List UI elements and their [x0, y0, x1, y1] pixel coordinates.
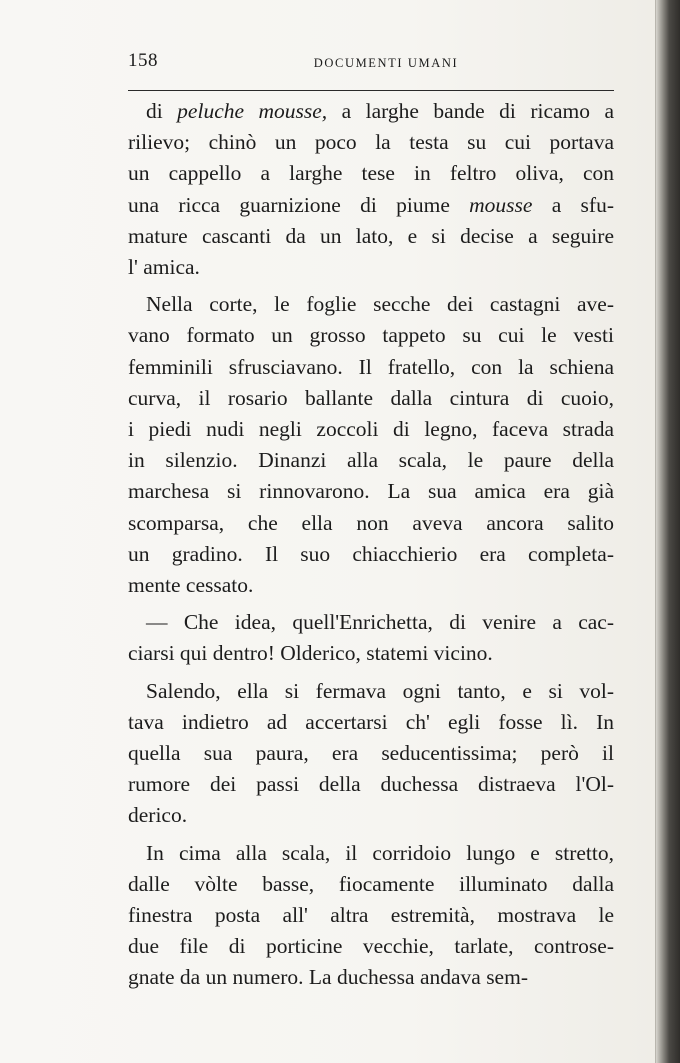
text-run: Salendo, ella si fermava ogni tanto, e si vol- — [146, 678, 614, 703]
text-line — [128, 476, 614, 507]
text-line — [128, 221, 614, 252]
body-text — [128, 96, 614, 1000]
text-run: un gradino. Il suo chiacchierio era completa- — [128, 541, 614, 566]
text-run: derico. — [128, 803, 188, 828]
paragraph — [128, 676, 614, 832]
text-run: rilievo; chinò un poco la testa su cui portava — [128, 130, 614, 155]
text-run: scomparsa, che ella non aveva ancora salito — [128, 510, 614, 535]
text-line — [128, 96, 614, 127]
running-title: DOCUMENTI UMANI — [313, 56, 459, 70]
text-run: a larghe bande di ricamo a — [327, 99, 614, 123]
text-line — [128, 383, 614, 414]
paragraph — [128, 607, 614, 669]
text-line — [128, 931, 614, 962]
italic-text: peluche mousse, — [177, 99, 328, 123]
text-run: Nella corte, le foglie secche dei castagni ave- — [146, 292, 614, 317]
text-line — [128, 676, 614, 707]
text-run: rumore dei passi della duchessa distraeva l'Ol- — [128, 772, 614, 797]
text-line — [128, 252, 614, 283]
paragraph — [128, 289, 614, 601]
text-line — [128, 838, 614, 869]
text-line — [128, 127, 614, 158]
text-run: un cappello a larghe tese in feltro oliva, con — [128, 161, 614, 186]
text-line — [128, 707, 614, 738]
text-run: finestra posta all' altra estremità, mostrava le — [128, 903, 614, 928]
text-line — [128, 320, 614, 351]
text-run: gnate da un numero. La duchessa andava sem- — [128, 965, 528, 990]
text-run: mente cessato. — [128, 573, 254, 598]
text-line — [128, 190, 614, 221]
text-run: ciarsi qui dentro! Olderico, statemi vicino. — [128, 641, 493, 666]
paragraph — [128, 838, 614, 994]
text-line — [128, 508, 614, 539]
text-run: curva, il rosario ballante dalla cintura di cuoio, — [128, 385, 614, 410]
text-run: l' amica. — [128, 255, 200, 280]
text-line — [128, 900, 614, 931]
text-run: femminili sfrusciavano. Il fratello, con la schiena — [128, 354, 614, 379]
text-line — [128, 414, 614, 445]
text-line — [128, 869, 614, 900]
text-run: quella sua paura, era seducentissima; però il — [128, 741, 614, 766]
text-line — [128, 769, 614, 800]
text-run: dalle vòlte basse, fiocamente illuminato dalla — [128, 871, 614, 896]
text-run: due file di porticine vecchie, tarlate, controse- — [128, 934, 614, 959]
text-line — [128, 352, 614, 383]
text-line — [128, 638, 614, 669]
text-run: in silenzio. Dinanzi alla scala, le paure della — [128, 448, 614, 473]
header-rule — [128, 90, 614, 91]
page-header — [128, 50, 614, 78]
text-run: a sfu- — [532, 192, 614, 217]
text-line — [128, 962, 614, 993]
text-line — [128, 445, 614, 476]
text-run: marchesa si rinnovarono. La sua amica era già — [128, 479, 614, 504]
text-run: una ricca guarnizione di piume — [128, 192, 470, 217]
italic-text: mousse — [469, 192, 533, 217]
text-run: di — [146, 99, 178, 123]
text-run: — Che idea, quell'Enrichetta, di venire a cac- — [146, 610, 614, 635]
text-line — [128, 570, 614, 601]
text-run: i piedi nudi negli zoccoli di legno, faceva strada — [128, 417, 614, 442]
text-line — [128, 800, 614, 831]
text-run: mature cascanti da un lato, e si decise a seguire — [128, 223, 614, 248]
text-run: tava indietro ad accertarsi ch' egli fosse lì. In — [128, 709, 614, 734]
text-line — [128, 607, 614, 638]
page-number: 158 — [128, 50, 158, 71]
book-spine-shadow — [656, 0, 680, 1063]
text-run: vano formato un grosso tappeto su cui le vesti — [128, 323, 614, 348]
text-line — [128, 158, 614, 189]
text-line — [128, 539, 614, 570]
paragraph — [128, 96, 614, 283]
text-line — [128, 289, 614, 320]
text-run: In cima alla scala, il corridoio lungo e stretto, — [146, 840, 614, 865]
text-line — [128, 738, 614, 769]
